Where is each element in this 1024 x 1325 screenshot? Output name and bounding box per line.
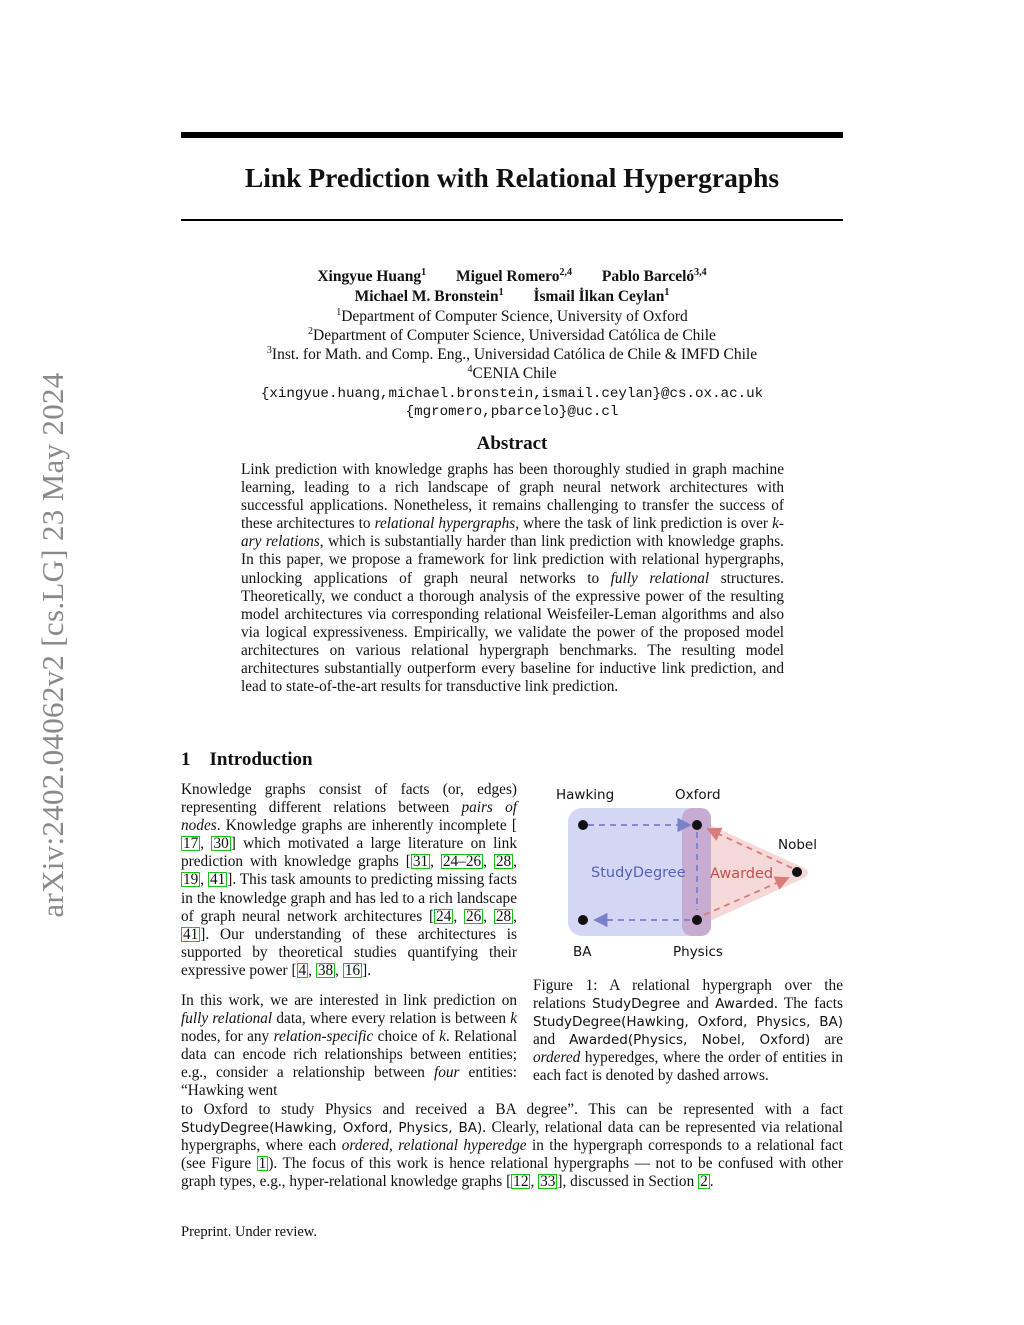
citation-link[interactable]: 26 (465, 907, 482, 925)
label-physics: Physics (673, 944, 723, 960)
author: Pablo Barceló$^{3,4}$ (601, 267, 707, 285)
label-oxford: Oxford (675, 787, 721, 803)
authors-line-1 (181, 268, 843, 287)
node-ba (578, 915, 588, 925)
citation-link[interactable]: 19 (183, 871, 199, 889)
email: {xingyue.huang,michael.bronstein,ismail.ceylan}@cs.ox.ac.uk (260, 386, 764, 402)
citation-link[interactable]: 41 (209, 871, 226, 889)
figure-1-hypergraph (540, 780, 830, 965)
citation-link[interactable]: 28 (495, 907, 512, 925)
citation-link[interactable]: 31 (412, 853, 429, 871)
label-nobel: Nobel (778, 837, 817, 853)
author: İsmail İlkan Ceylan$^1$ (533, 287, 670, 305)
citation-link[interactable]: 4 (298, 961, 307, 979)
citation-link[interactable]: 24–26 (442, 853, 482, 871)
figure-link[interactable]: 1 (258, 1155, 267, 1173)
node-hawking (578, 820, 588, 830)
abstract-heading: Abstract (476, 433, 548, 454)
label-awarded: Awarded (710, 866, 774, 882)
intro-paragraph-2: In this work, we are interested in link prediction on fully relational data, where every relation is between k nodes, for any relation-specific choice of k. Relational data can encode rich relationships between entities; e.g., consider a relationship between four entities: “Hawking went (181, 992, 517, 1100)
intro-paragraph-3: to Oxford to study Physics and received a BA degree”. This can be represented with a fact StudyDegree(Hawking, Oxford, Physics, BA). Clearly, relational data can be represented via relational hypergraphs, where each ordered, relational hyperedge in the hypergraph corresponds to a relational fact (see Figure 1 ). The focus of this work is hence relational hypergraphs — not to be confused with other graph types, e.g., hyper-relational knowledge graphs [ 12 , 33 ], discussed in Section 2 . (181, 1101, 843, 1191)
abstract-body: Link prediction with knowledge graphs has been thoroughly studied in graph machine learning, leading to a rich landscape of graph neural network architectures with successful applications. Nonetheless, it remains challenging to transfer the success of these architectures to relational hypergraphs, where the task of link prediction is over k-ary relations, which is substantially harder than link prediction with knowledge graphs. In this paper, we propose a framework for link prediction with relational hypergraphs, unlocking applications of graph neural networks to fully relational structures. Theoretically, we conduct a thorough analysis of the expressive power of the resulting model architectures via corresponding relational Weisfeiler-Leman algorithms and also via logical expressiveness. Empirically, we validate the power of the proposed model architectures on various relational hypergraph benchmarks. The resulting model architectures substantially outperform every baseline for inductive link prediction, and lead to state-of-the-art results for transductive link prediction. (241, 461, 784, 696)
author: Miguel Romero$^{2,4}$ (456, 267, 572, 285)
section-link[interactable]: 2 (700, 1173, 708, 1191)
label-hawking: Hawking (556, 787, 615, 803)
citation-link[interactable]: 28 (495, 853, 512, 871)
section-heading: 1 Introduction (181, 749, 313, 770)
email: {mgromero,pbarcelo}@uc.cl (405, 404, 619, 420)
figure-caption: Figure 1: A relational hypergraph over the relations StudyDegree and Awarded. The facts StudyDegree(Hawking, Oxford, Physics, BA) and Awarded(Physics, Nobel, Oxford) are ordered hyperedges, where the order of entities in each fact is denoted by dashed arrows. (533, 977, 843, 1085)
citation-link[interactable]: 38 (317, 961, 334, 979)
node-oxford (692, 820, 702, 830)
affiliation: $^2$Department of Computer Science, Universidad Católica de Chile (308, 326, 716, 344)
citation-link[interactable]: 41 (183, 925, 199, 943)
author: Xingyue Huang$^1$ (317, 267, 427, 285)
affiliation: $^3$Inst. for Math. and Comp. Eng., Universidad Católica de Chile & IMFD Chile (266, 345, 758, 363)
citation-link[interactable]: 16 (344, 961, 361, 979)
citation-link[interactable]: 30 (213, 835, 229, 853)
paper-title: Link Prediction with Relational Hypergraphs (244, 162, 780, 193)
citation-link[interactable]: 12 (513, 1173, 529, 1191)
citation-link[interactable]: 33 (540, 1173, 556, 1191)
label-studydegree: StudyDegree (591, 865, 686, 881)
title-rule (181, 219, 843, 221)
citation-link[interactable]: 24 (436, 907, 452, 925)
footer-note: Preprint. Under review. (181, 1224, 317, 1240)
label-ba: BA (573, 944, 592, 960)
intro-paragraph-1: Knowledge graphs consist of facts (or, edges) representing different relations between pairs of nodes. Knowledge graphs are inherently incomplete [17 , 30 ] which motivated a large literature on link prediction with knowledge graphs [ 31 , 24–26 , 28 , 19 , 41 ]. This task amounts to predicting missing facts in the knowledge graph and has led to a rich landscape of graph neural network architectures [ 24 , 26 , 28 , 41 ]. Our understanding of these architectures is supported by theoretical studies quantifying their expressive power [ 4 , 38 , 16 ]. (181, 781, 517, 979)
top-rule (181, 132, 843, 138)
citation-link[interactable]: 17 (183, 835, 199, 853)
node-physics (692, 915, 702, 925)
arxiv-identifier: arXiv:2402.04062v2 [cs.LG] 23 May 2024 (35, 372, 70, 918)
affiliation: $^1$Department of Computer Science, University of Oxford (336, 307, 688, 325)
authors-line-2 (181, 288, 843, 307)
node-nobel (792, 867, 802, 877)
affiliation: $^4$CENIA Chile (467, 364, 557, 382)
author: Michael M. Bronstein$^1$ (354, 287, 504, 305)
